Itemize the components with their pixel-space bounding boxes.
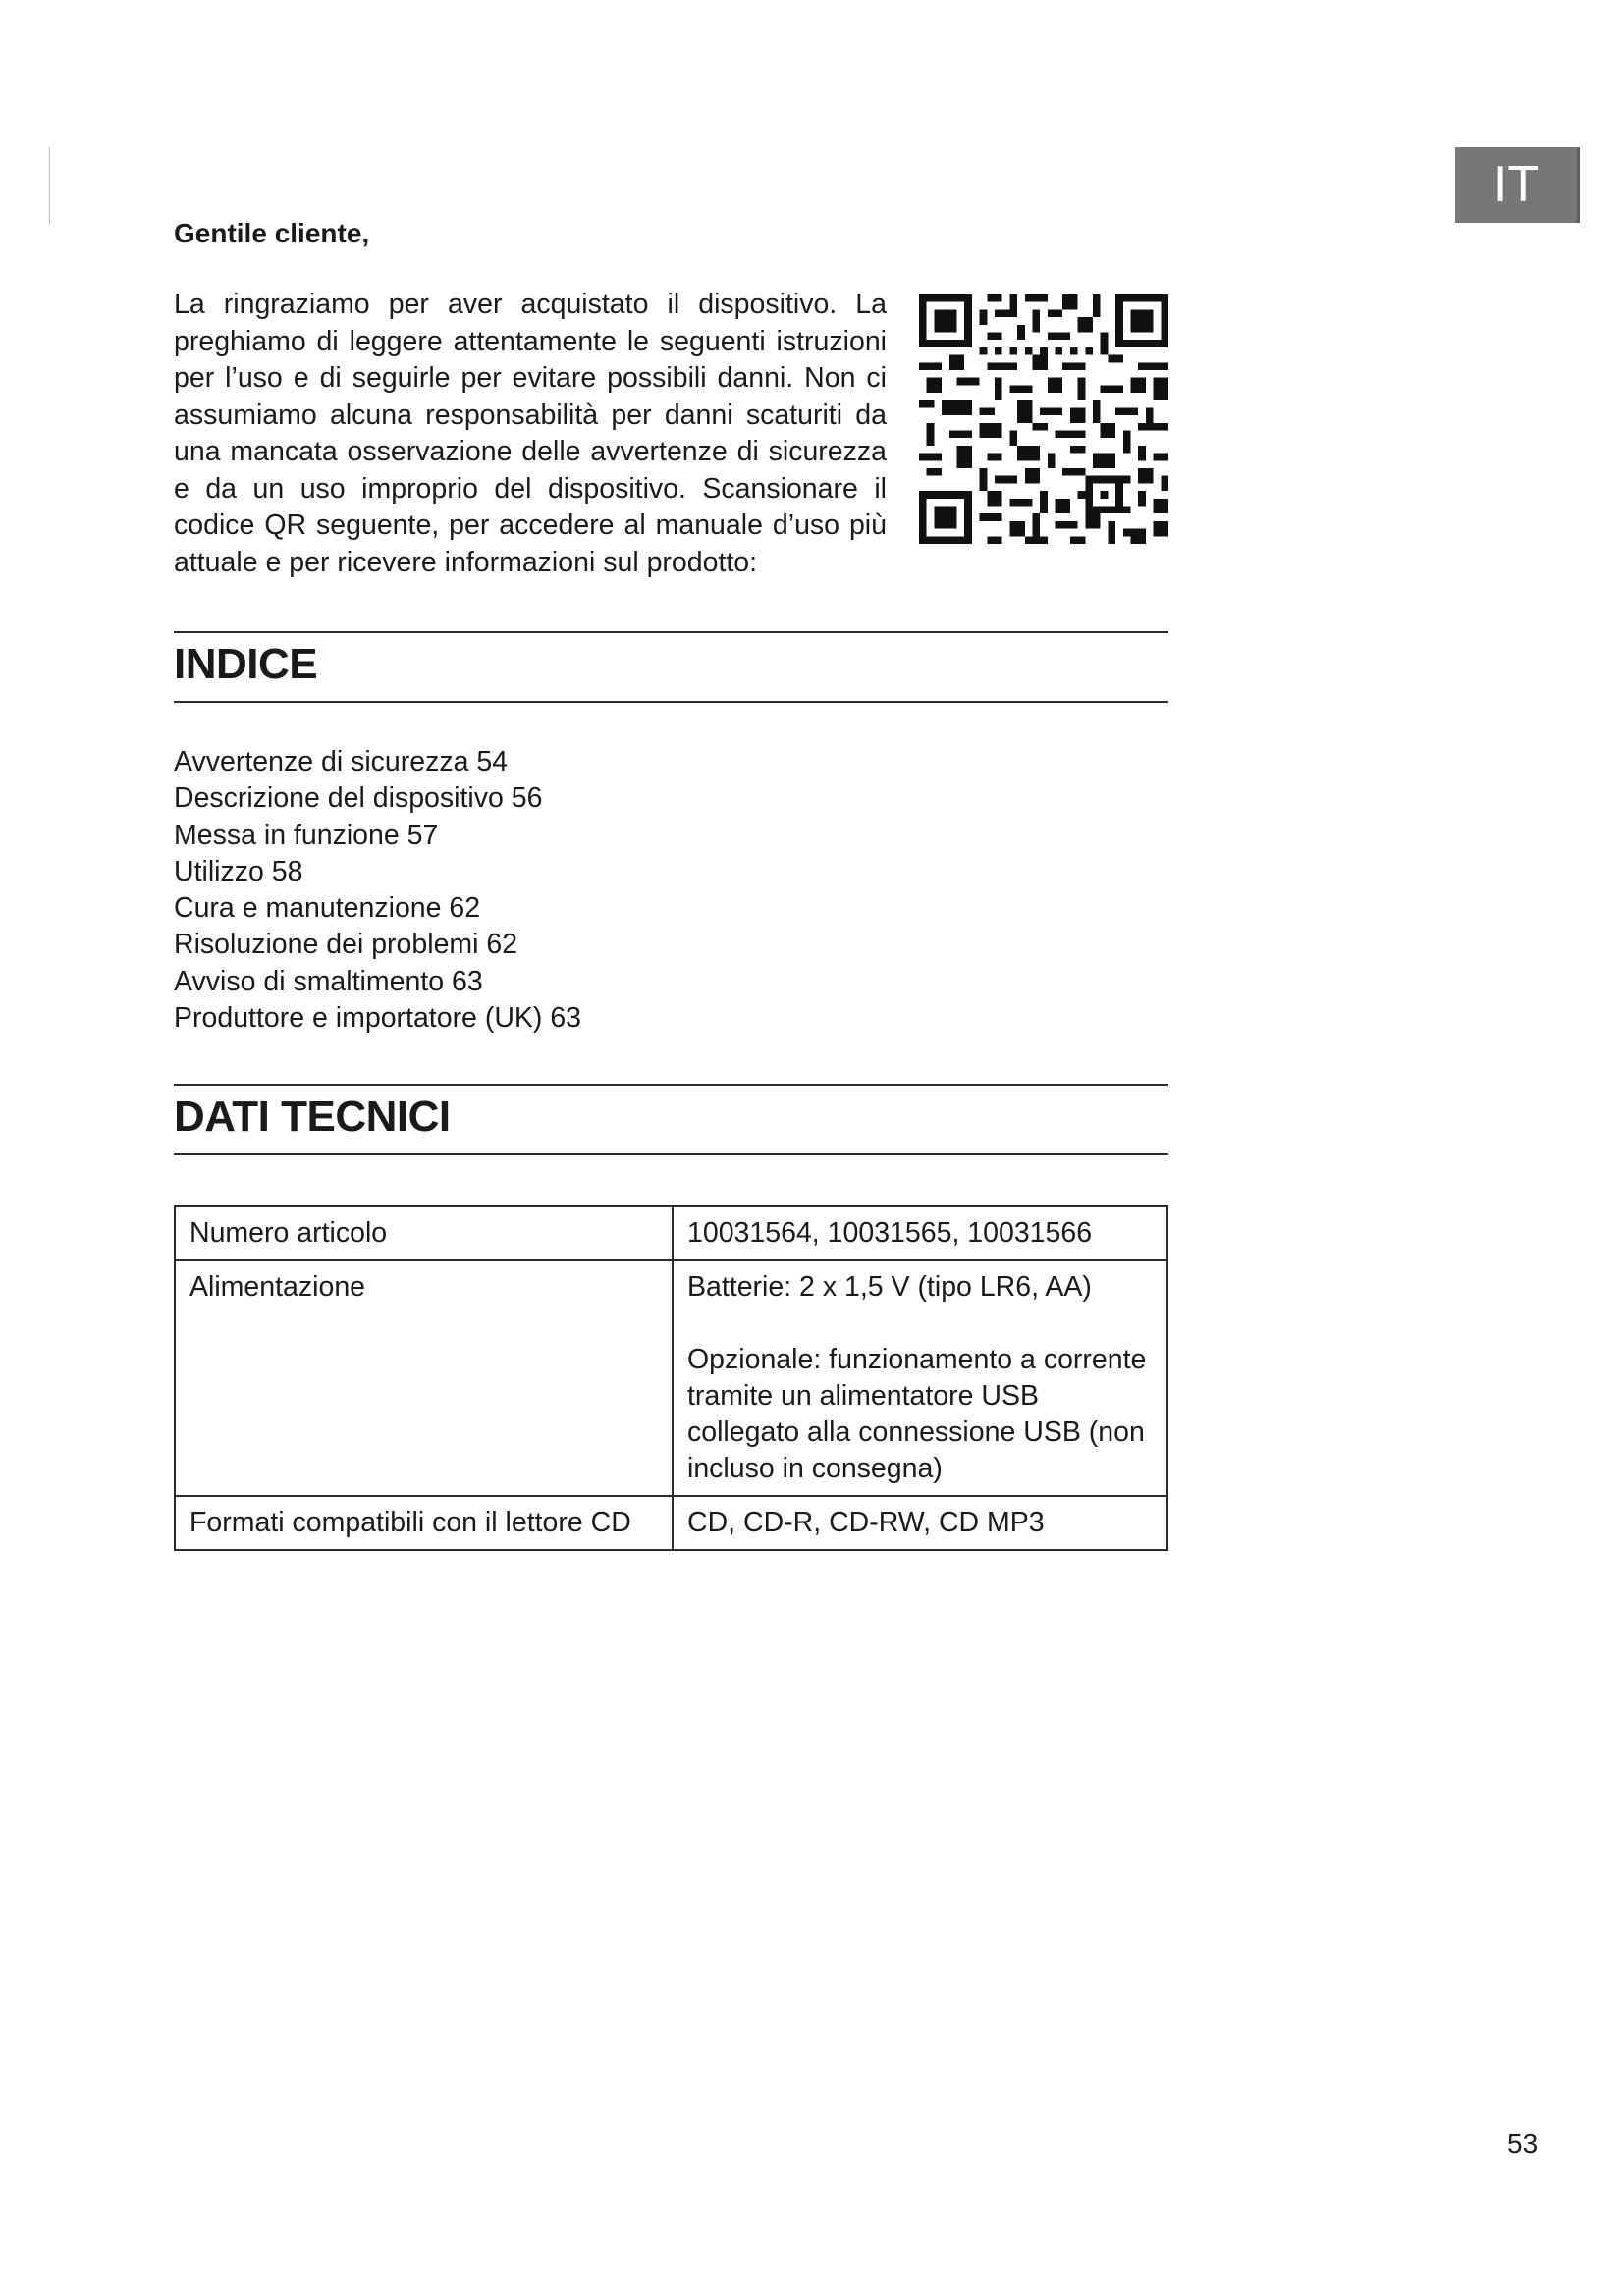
spec-value-extra: Opzionale: funzionamento a corrente tramite un alimentatore USB collegato alla connessione USB (non incluso in consegna) [687,1344,1147,1484]
spec-label: Alimentazione [175,1260,673,1496]
greeting: Gentile cliente, [174,218,370,248]
table-row [175,1206,1167,1260]
toc-item: Messa in funzione 57 [174,819,439,851]
intro-paragraph: La ringraziamo per aver acquistato il dispositivo. La preghiamo di leggere attentamente le seguenti istruzioni per l’uso e di seguirle per evitare possibili danni. Non ci assumiamo alcuna responsabilità per danni scaturiti da una mancata osservazione delle avvertenze di sicurezza e da un uso improprio del dispositivo. Scansionare il codice QR seguente, per accedere al manuale d’uso più attuale e per ricevere informazioni sul prodotto: [174,289,887,578]
toc-item: Avvertenze di sicurezza 54 [174,746,509,777]
toc-item: Descrizione del dispositivo 56 [174,782,543,815]
spec-table [174,1205,1168,1551]
language-tab: IT [1455,147,1580,223]
toc-item: Utilizzo 58 [174,855,303,887]
toc-item: Avviso di smaltimento 63 [174,965,483,997]
toc-item: Produttore e importatore (UK) 63 [174,1002,582,1035]
spec-label: Formati compatibili con il lettore CD [175,1496,673,1550]
tech-bottom-rule [174,1153,1168,1155]
index-top-rule [174,631,1168,633]
table-row [175,1496,1167,1550]
qr-code-icon [919,294,1168,544]
spec-value: CD, CD-R, CD-RW, CD MP3 [673,1496,1167,1550]
left-margin-rule [49,147,50,224]
spec-value: Batterie: 2 x 1,5 V (tipo LR6, AA) [687,1271,1092,1303]
toc-item: Risoluzione dei problemi 62 [174,929,518,961]
tech-title: DATI TECNICI [174,1093,451,1141]
index-bottom-rule [174,701,1168,703]
index-title: INDICE [174,640,318,688]
tech-top-rule [174,1084,1168,1086]
spec-label: Numero articolo [175,1206,673,1260]
table-row [175,1260,1167,1496]
page-number: 53 [1507,2128,1539,2159]
spec-value: 10031564, 10031565, 10031566 [673,1206,1167,1260]
toc-item: Cura e manutenzione 62 [174,892,481,925]
spec-value-cell [673,1260,1167,1496]
table-of-contents [174,744,581,1037]
